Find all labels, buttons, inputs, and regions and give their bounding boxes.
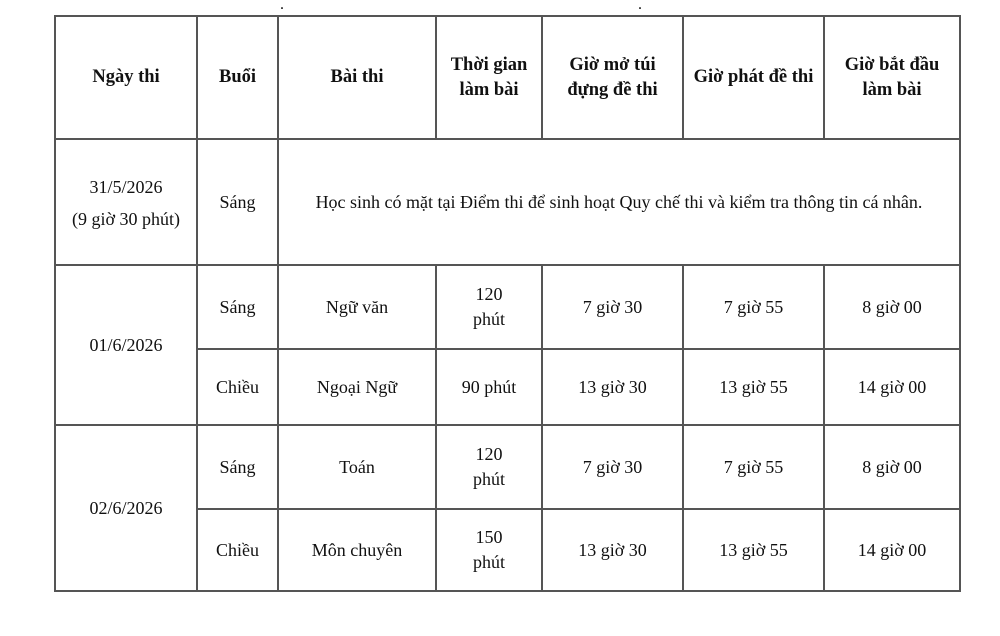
header-distribute-time: Giờ phát đề thi bbox=[683, 16, 824, 139]
table-header-row bbox=[55, 16, 960, 139]
header-subject: Bài thi bbox=[278, 16, 436, 139]
table-row bbox=[55, 265, 960, 349]
session-cell: Chiều bbox=[197, 509, 278, 591]
open-bag-time-cell: 13 giờ 30 bbox=[542, 509, 683, 591]
duration-cell: 150 phút bbox=[436, 509, 542, 591]
subject-cell: Môn chuyên bbox=[278, 509, 436, 591]
exam-date: 31/5/2026 bbox=[89, 176, 163, 197]
header-start-time: Giờ bắt đầu làm bài bbox=[824, 16, 960, 139]
session-cell: Chiều bbox=[197, 349, 278, 425]
subject-cell: Ngoại Ngữ bbox=[278, 349, 436, 425]
subject-cell: Ngữ văn bbox=[278, 265, 436, 349]
subject-cell: Toán bbox=[278, 425, 436, 509]
session-cell: Sáng bbox=[197, 425, 278, 509]
table-row bbox=[55, 425, 960, 509]
start-time-cell: 8 giờ 00 bbox=[824, 425, 960, 509]
exam-date-cell: 01/6/2026 bbox=[55, 265, 197, 425]
clipped-text-below bbox=[0, 624, 1000, 636]
exam-date-cell bbox=[55, 139, 197, 265]
distribute-time-cell: 7 giờ 55 bbox=[683, 265, 824, 349]
duration-cell: 120 phút bbox=[436, 425, 542, 509]
open-bag-time-cell: 7 giờ 30 bbox=[542, 425, 683, 509]
duration-cell: 120 phút bbox=[436, 265, 542, 349]
header-exam-date: Ngày thi bbox=[55, 16, 197, 139]
distribute-time-cell: 13 giờ 55 bbox=[683, 349, 824, 425]
notice-cell: Học sinh có mặt tại Điểm thi để sinh hoạt Quy chế thi và kiểm tra thông tin cá nhân. bbox=[278, 139, 960, 265]
exam-date-note: (9 giờ 30 phút) bbox=[71, 208, 180, 229]
exam-schedule-table bbox=[54, 15, 961, 592]
table-row bbox=[55, 139, 960, 265]
session-cell: Sáng bbox=[197, 139, 278, 265]
open-bag-time-cell: 13 giờ 30 bbox=[542, 349, 683, 425]
duration-cell: 90 phút bbox=[436, 349, 542, 425]
header-duration: Thời gian làm bài bbox=[436, 16, 542, 139]
clipped-text-above bbox=[0, 0, 1000, 4]
header-open-bag-time: Giờ mở túi đựng đề thi bbox=[542, 16, 683, 139]
start-time-cell: 14 giờ 00 bbox=[824, 509, 960, 591]
distribute-time-cell: 7 giờ 55 bbox=[683, 425, 824, 509]
distribute-time-cell: 13 giờ 55 bbox=[683, 509, 824, 591]
header-session: Buổi bbox=[197, 16, 278, 139]
exam-date-cell: 02/6/2026 bbox=[55, 425, 197, 591]
start-time-cell: 8 giờ 00 bbox=[824, 265, 960, 349]
open-bag-time-cell: 7 giờ 30 bbox=[542, 265, 683, 349]
start-time-cell: 14 giờ 00 bbox=[824, 349, 960, 425]
session-cell: Sáng bbox=[197, 265, 278, 349]
